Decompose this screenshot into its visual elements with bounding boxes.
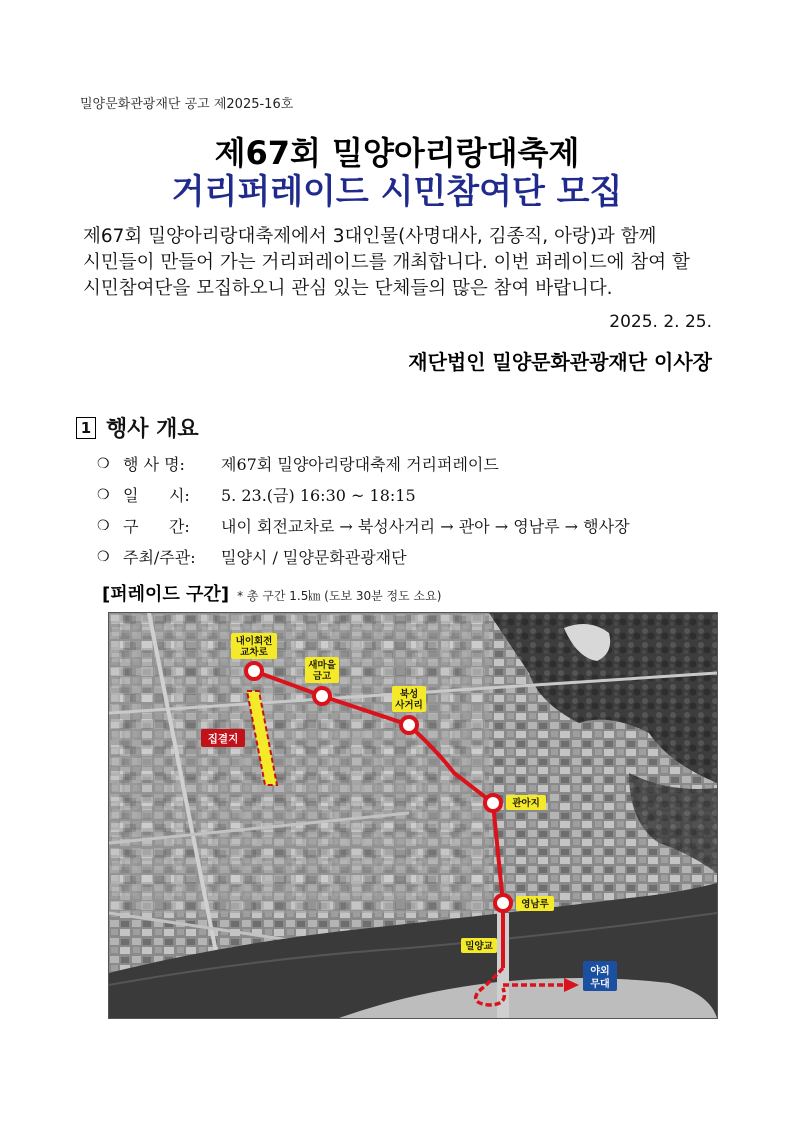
list-item	[97, 541, 630, 572]
item-label: 구 간:	[123, 517, 190, 536]
notice-number: 밀양문화관광재단 공고 제2025-16호	[80, 97, 294, 112]
item-value: 제67회 밀양아리랑대축제 거리퍼레이드	[221, 455, 499, 474]
label-stop-1-line2: 교차로	[240, 647, 268, 658]
item-label: 주최/주관:	[123, 548, 196, 567]
label-stop-1	[231, 633, 277, 659]
route-stop-5	[495, 895, 511, 911]
route-caption-note: * 총 구간 1.5㎞ (도보 30분 정도 소요)	[237, 589, 442, 603]
route-stop-1	[246, 663, 262, 679]
intro-line: 제67회 밀양아리랑대축제에서 3대인물(사명대사, 김종직, 아랑)과 함께	[83, 226, 657, 247]
title-line-2: 거리퍼레이드 시민참여단 모집	[171, 172, 623, 212]
circle-bullet-icon: ❍	[97, 455, 110, 472]
intro-paragraph	[83, 224, 713, 302]
label-bridge	[461, 938, 497, 953]
parade-route-map	[108, 612, 718, 1019]
label-stop-1-line1: 내이회전	[235, 636, 273, 647]
section-title: 행사 개요	[106, 417, 199, 442]
route-stop-2	[314, 688, 330, 704]
label-stop-2	[305, 657, 339, 683]
intro-line: 시민들이 만들어 가는 거리퍼레이드를 개최합니다. 이번 퍼레이드에 참여 할	[83, 252, 690, 273]
item-value: 5. 23.(금) 16:30 ~ 18:15	[221, 486, 416, 505]
route-stop-3	[401, 717, 417, 733]
label-stage	[583, 961, 617, 991]
label-assembly	[201, 729, 245, 747]
item-label: 행 사 명:	[123, 455, 185, 474]
label-assembly-text: 집결지	[207, 733, 239, 745]
map-city-blocks	[109, 613, 489, 913]
label-stop-5-text: 영남루	[521, 899, 549, 910]
label-stage-line1: 야외	[590, 966, 610, 977]
label-stop-2-line2: 금고	[312, 671, 332, 682]
title-line-1: 제67회 밀양아리랑대축제	[214, 134, 580, 172]
label-stop-4	[506, 795, 546, 810]
issuer: 재단법인 밀양문화관광재단 이사장	[408, 350, 712, 374]
list-item	[97, 510, 630, 541]
label-stop-3	[392, 686, 426, 712]
label-stop-4-text: 관아지	[512, 798, 540, 809]
item-value: 밀양시 / 밀양문화관광재단	[221, 548, 407, 567]
section-number: 1	[76, 417, 96, 439]
route-caption-title: [퍼레이드 구간]	[102, 584, 230, 605]
list-item	[97, 479, 630, 510]
event-overview-list	[97, 448, 630, 572]
label-stop-5	[516, 896, 554, 911]
circle-bullet-icon: ❍	[97, 517, 110, 534]
label-bridge-text: 밀양교	[465, 941, 493, 952]
circle-bullet-icon: ❍	[97, 486, 110, 503]
item-value: 내이 회전교차로 → 북성사거리 → 관아 → 영남루 → 행사장	[221, 517, 630, 536]
item-label: 일 시:	[123, 486, 190, 505]
announcement-date: 2025. 2. 25.	[609, 312, 712, 332]
section-heading	[76, 412, 199, 443]
route-stop-4	[485, 795, 501, 811]
label-stop-3-line1: 북성	[399, 689, 419, 700]
label-stop-2-line1: 새마을	[308, 660, 336, 671]
map-svg	[109, 613, 717, 1018]
circle-bullet-icon: ❍	[97, 548, 110, 565]
intro-line: 시민참여단을 모집하오니 관심 있는 단체들의 많은 참여 바랍니다.	[83, 278, 613, 299]
label-stop-3-line2: 사거리	[395, 700, 423, 711]
label-stage-line2: 무대	[590, 979, 610, 990]
list-item	[97, 448, 630, 479]
route-caption	[102, 580, 441, 606]
